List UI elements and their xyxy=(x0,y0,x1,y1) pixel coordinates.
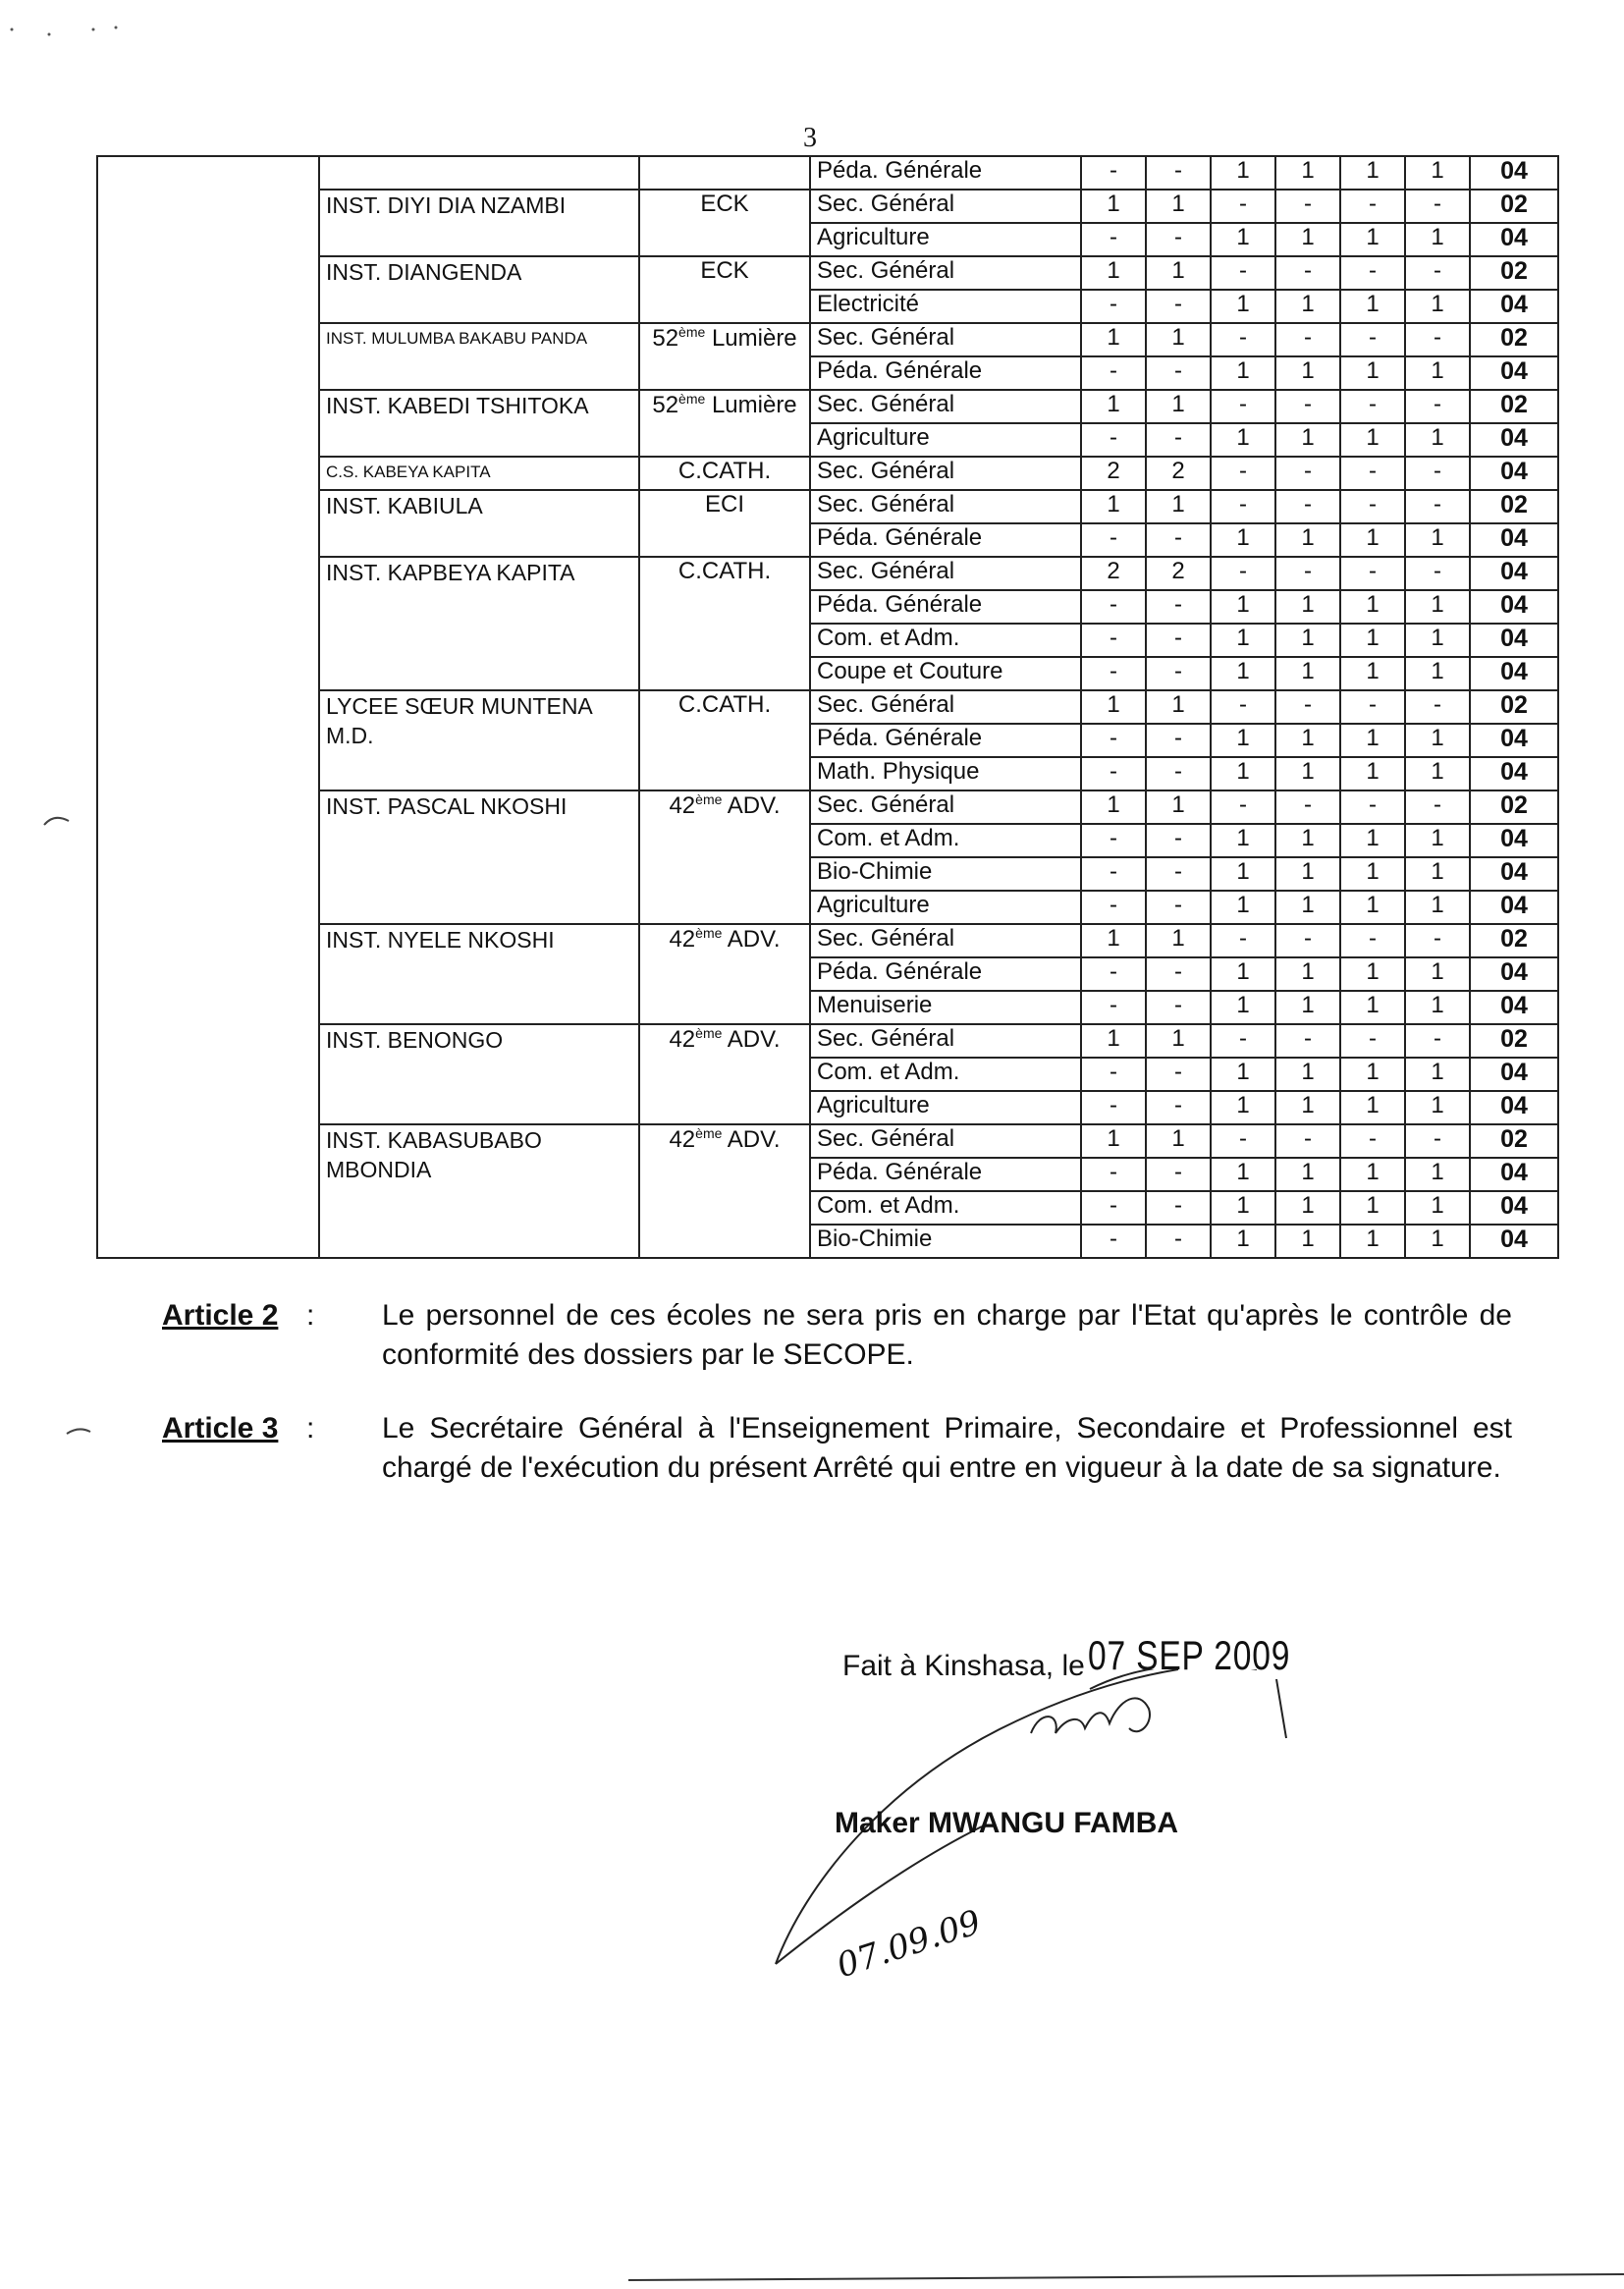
class-count-cell: 1 xyxy=(1211,757,1275,790)
class-count-cell: 1 xyxy=(1146,1124,1211,1158)
class-count-cell: - xyxy=(1405,924,1470,957)
signatory-name: Maker MWANGU FAMBA xyxy=(835,1807,1179,1839)
class-count-cell: - xyxy=(1146,356,1211,390)
section-name: Sec. Général xyxy=(810,390,1081,423)
class-count-cell: 1 xyxy=(1211,1058,1275,1091)
total-cell: 02 xyxy=(1470,256,1558,290)
class-count-cell: - xyxy=(1275,1024,1340,1058)
class-count-cell: - xyxy=(1146,657,1211,690)
class-count-cell: - xyxy=(1146,590,1211,624)
class-count-cell: - xyxy=(1211,557,1275,590)
class-count-cell: - xyxy=(1211,790,1275,824)
class-count-cell: 1 xyxy=(1405,657,1470,690)
class-count-cell: - xyxy=(1081,891,1146,924)
class-count-cell: 1 xyxy=(1405,1225,1470,1258)
total-cell: 02 xyxy=(1470,924,1558,957)
class-count-cell: 1 xyxy=(1340,356,1405,390)
class-count-cell: 1 xyxy=(1275,1158,1340,1191)
class-count-cell: - xyxy=(1405,790,1470,824)
class-count-cell: 1 xyxy=(1405,824,1470,857)
class-count-cell: - xyxy=(1146,991,1211,1024)
class-count-cell: - xyxy=(1081,991,1146,1024)
school-name: INST. KAPBEYA KAPITA xyxy=(319,557,639,690)
class-count-cell: 1 xyxy=(1275,156,1340,190)
class-count-cell: 1 xyxy=(1081,323,1146,356)
class-count-cell: 1 xyxy=(1405,891,1470,924)
class-count-cell: - xyxy=(1081,290,1146,323)
article-3-label: Article 3 xyxy=(162,1412,279,1444)
class-count-cell: - xyxy=(1340,390,1405,423)
class-count-cell: - xyxy=(1405,457,1470,490)
class-count-cell: 1 xyxy=(1340,824,1405,857)
class-count-cell: 1 xyxy=(1211,156,1275,190)
class-count-cell: 1 xyxy=(1340,1091,1405,1124)
class-count-cell: 1 xyxy=(1340,857,1405,891)
class-count-cell: 1 xyxy=(1211,1191,1275,1225)
class-count-cell: - xyxy=(1081,757,1146,790)
article-3-text: Le Secrétaire Général à l'Enseignement Primaire, Secondaire et Professionnel est chargé de l'exécution du présent Arrêté qui entre en vigueur à la date de sa signature. xyxy=(382,1412,1512,1484)
section-name: Péda. Générale xyxy=(810,590,1081,624)
total-cell: 02 xyxy=(1470,390,1558,423)
section-name: Math. Physique xyxy=(810,757,1081,790)
section-name: Sec. Général xyxy=(810,256,1081,290)
class-count-cell: - xyxy=(1211,924,1275,957)
class-count-cell: - xyxy=(1081,590,1146,624)
class-count-cell: - xyxy=(1146,891,1211,924)
class-count-cell: 1 xyxy=(1211,1091,1275,1124)
class-count-cell: - xyxy=(1081,957,1146,991)
section-name: Com. et Adm. xyxy=(810,824,1081,857)
class-count-cell: 1 xyxy=(1081,1124,1146,1158)
class-count-cell: - xyxy=(1081,724,1146,757)
total-cell: 04 xyxy=(1470,757,1558,790)
class-count-cell: 1 xyxy=(1405,356,1470,390)
school-network: 42ème ADV. xyxy=(639,790,810,924)
section-name: Sec. Général xyxy=(810,790,1081,824)
class-count-cell: 1 xyxy=(1340,657,1405,690)
school-name: LYCEE SŒUR MUNTENA M.D. xyxy=(319,690,639,790)
class-count-cell: - xyxy=(1340,1124,1405,1158)
class-count-cell: 1 xyxy=(1405,523,1470,557)
class-count-cell: 1 xyxy=(1405,1058,1470,1091)
total-cell: 02 xyxy=(1470,1024,1558,1058)
class-count-cell: - xyxy=(1340,190,1405,223)
class-count-cell: - xyxy=(1081,523,1146,557)
school-network: C.CATH. xyxy=(639,690,810,790)
class-count-cell: 1 xyxy=(1275,991,1340,1024)
class-count-cell: - xyxy=(1275,690,1340,724)
class-count-cell: 1 xyxy=(1405,156,1470,190)
class-count-cell: - xyxy=(1275,190,1340,223)
article-2-label: Article 2 xyxy=(162,1299,279,1332)
class-count-cell: 1 xyxy=(1340,991,1405,1024)
class-count-cell: - xyxy=(1081,1058,1146,1091)
total-cell: 04 xyxy=(1470,1158,1558,1191)
class-count-cell: - xyxy=(1146,724,1211,757)
school-name: INST. NYELE NKOSHI xyxy=(319,924,639,1024)
total-cell: 04 xyxy=(1470,624,1558,657)
class-count-cell: 1 xyxy=(1146,924,1211,957)
class-count-cell: 1 xyxy=(1211,857,1275,891)
class-count-cell: 1 xyxy=(1405,957,1470,991)
class-count-cell: 1 xyxy=(1405,624,1470,657)
section-name: Péda. Générale xyxy=(810,957,1081,991)
class-count-cell: 1 xyxy=(1405,857,1470,891)
total-cell: 02 xyxy=(1470,490,1558,523)
class-count-cell: - xyxy=(1211,190,1275,223)
school-name: C.S. KABEYA KAPITA xyxy=(319,457,639,490)
class-count-cell: - xyxy=(1146,223,1211,256)
class-count-cell: 1 xyxy=(1146,390,1211,423)
section-name: Com. et Adm. xyxy=(810,1058,1081,1091)
class-count-cell: - xyxy=(1146,1191,1211,1225)
class-count-cell: 1 xyxy=(1405,223,1470,256)
total-cell: 04 xyxy=(1470,356,1558,390)
total-cell: 04 xyxy=(1470,857,1558,891)
section-name: Sec. Général xyxy=(810,457,1081,490)
section-name: Sec. Général xyxy=(810,1024,1081,1058)
class-count-cell: - xyxy=(1146,1058,1211,1091)
class-count-cell: - xyxy=(1146,423,1211,457)
class-count-cell: 1 xyxy=(1081,790,1146,824)
total-cell: 02 xyxy=(1470,323,1558,356)
class-count-cell: - xyxy=(1405,390,1470,423)
class-count-cell: - xyxy=(1405,1124,1470,1158)
class-count-cell: 1 xyxy=(1146,690,1211,724)
class-count-cell: - xyxy=(1081,423,1146,457)
class-count-cell: 1 xyxy=(1081,690,1146,724)
class-count-cell: 1 xyxy=(1405,991,1470,1024)
school-network: C.CATH. xyxy=(639,457,810,490)
school-network: 52ème Lumière xyxy=(639,390,810,457)
section-name: Sec. Général xyxy=(810,490,1081,523)
section-name: Sec. Général xyxy=(810,190,1081,223)
class-count-cell: - xyxy=(1211,1024,1275,1058)
school-name: INST. PASCAL NKOSHI xyxy=(319,790,639,924)
class-count-cell: - xyxy=(1081,1158,1146,1191)
class-count-cell: 1 xyxy=(1146,256,1211,290)
class-count-cell: 1 xyxy=(1211,891,1275,924)
class-count-cell: - xyxy=(1146,1091,1211,1124)
class-count-cell: - xyxy=(1146,1158,1211,1191)
class-count-cell: 1 xyxy=(1405,423,1470,457)
class-count-cell: 1 xyxy=(1211,991,1275,1024)
total-cell: 04 xyxy=(1470,590,1558,624)
school-network: C.CATH. xyxy=(639,557,810,690)
section-name: Péda. Générale xyxy=(810,356,1081,390)
class-count-cell: 1 xyxy=(1146,323,1211,356)
section-name: Bio-Chimie xyxy=(810,857,1081,891)
total-cell: 02 xyxy=(1470,190,1558,223)
class-count-cell: - xyxy=(1211,256,1275,290)
class-count-cell: 1 xyxy=(1275,290,1340,323)
class-count-cell: 2 xyxy=(1146,457,1211,490)
class-count-cell: 1 xyxy=(1340,1158,1405,1191)
class-count-cell: - xyxy=(1146,957,1211,991)
class-count-cell: - xyxy=(1081,1191,1146,1225)
class-count-cell: 1 xyxy=(1275,1225,1340,1258)
class-count-cell: 1 xyxy=(1405,1091,1470,1124)
school-network: 52ème Lumière xyxy=(639,323,810,390)
class-count-cell: - xyxy=(1340,490,1405,523)
class-count-cell: 1 xyxy=(1211,1225,1275,1258)
class-count-cell: 1 xyxy=(1211,1158,1275,1191)
date-stamp: 07 SEP 2009 xyxy=(1088,1632,1291,1678)
class-count-cell: 1 xyxy=(1340,891,1405,924)
school-name: INST. KABIULA xyxy=(319,490,639,557)
total-cell: 04 xyxy=(1470,957,1558,991)
class-count-cell: 1 xyxy=(1275,857,1340,891)
total-cell: 04 xyxy=(1470,423,1558,457)
handwritten-date: 07.09.09 xyxy=(832,1902,986,1987)
section-name: Péda. Générale xyxy=(810,523,1081,557)
class-count-cell: 1 xyxy=(1405,724,1470,757)
class-count-cell: - xyxy=(1405,323,1470,356)
section-name: Coupe et Couture xyxy=(810,657,1081,690)
class-count-cell: 1 xyxy=(1405,1158,1470,1191)
total-cell: 04 xyxy=(1470,891,1558,924)
class-count-cell: 1 xyxy=(1405,590,1470,624)
section-name: Sec. Général xyxy=(810,924,1081,957)
class-count-cell: 1 xyxy=(1211,624,1275,657)
class-count-cell: - xyxy=(1211,1124,1275,1158)
class-count-cell: 1 xyxy=(1211,223,1275,256)
class-count-cell: 1 xyxy=(1275,356,1340,390)
class-count-cell: 1 xyxy=(1275,1191,1340,1225)
section-name: Sec. Général xyxy=(810,690,1081,724)
class-count-cell: 1 xyxy=(1275,223,1340,256)
class-count-cell: - xyxy=(1405,190,1470,223)
class-count-cell: - xyxy=(1146,857,1211,891)
class-count-cell: - xyxy=(1405,490,1470,523)
class-count-cell: 1 xyxy=(1211,957,1275,991)
class-count-cell: 1 xyxy=(1211,423,1275,457)
total-cell: 02 xyxy=(1470,690,1558,724)
school-network: 42ème ADV. xyxy=(639,924,810,1024)
class-count-cell: 2 xyxy=(1081,557,1146,590)
school-name: INST. KABEDI TSHITOKA xyxy=(319,390,639,457)
section-name: Sec. Général xyxy=(810,557,1081,590)
section-name: Péda. Générale xyxy=(810,724,1081,757)
section-name: Sec. Général xyxy=(810,323,1081,356)
class-count-cell: - xyxy=(1081,223,1146,256)
article-2-colon: : xyxy=(306,1299,315,1332)
class-count-cell: 1 xyxy=(1340,757,1405,790)
class-count-cell: 1 xyxy=(1275,891,1340,924)
class-count-cell: - xyxy=(1405,690,1470,724)
article-2-text: Le personnel de ces écoles ne sera pris en charge par l'Etat qu'après le contrôle de conformité des dossiers par le SECOPE. xyxy=(382,1299,1512,1371)
class-count-cell: - xyxy=(1275,1124,1340,1158)
class-count-cell: 1 xyxy=(1211,824,1275,857)
class-count-cell: - xyxy=(1275,490,1340,523)
total-cell: 04 xyxy=(1470,557,1558,590)
class-count-cell: 1 xyxy=(1211,724,1275,757)
class-count-cell: 1 xyxy=(1340,156,1405,190)
page-number: 3 xyxy=(803,123,817,153)
class-count-cell: - xyxy=(1405,256,1470,290)
class-count-cell: - xyxy=(1081,857,1146,891)
total-cell: 04 xyxy=(1470,223,1558,256)
total-cell: 04 xyxy=(1470,824,1558,857)
class-count-cell: 1 xyxy=(1275,624,1340,657)
class-count-cell: 1 xyxy=(1146,1024,1211,1058)
section-name: Péda. Générale xyxy=(810,156,1081,190)
class-count-cell: 1 xyxy=(1405,290,1470,323)
school-name: INST. BENONGO xyxy=(319,1024,639,1124)
class-count-cell: - xyxy=(1081,657,1146,690)
class-count-cell: - xyxy=(1081,624,1146,657)
total-cell: 04 xyxy=(1470,657,1558,690)
total-cell: 02 xyxy=(1470,790,1558,824)
class-count-cell: - xyxy=(1340,557,1405,590)
section-name: Agriculture xyxy=(810,423,1081,457)
class-count-cell: - xyxy=(1146,290,1211,323)
class-count-cell: - xyxy=(1340,457,1405,490)
school-name: INST. DIYI DIA NZAMBI xyxy=(319,190,639,256)
class-count-cell: 1 xyxy=(1275,1091,1340,1124)
class-count-cell: - xyxy=(1340,690,1405,724)
class-count-cell: - xyxy=(1405,1024,1470,1058)
class-count-cell: 1 xyxy=(1146,190,1211,223)
article-3-colon: : xyxy=(306,1412,315,1444)
class-count-cell: 1 xyxy=(1211,657,1275,690)
class-count-cell: 1 xyxy=(1340,624,1405,657)
total-cell: 04 xyxy=(1470,1191,1558,1225)
class-count-cell: - xyxy=(1211,457,1275,490)
class-count-cell: 1 xyxy=(1340,590,1405,624)
class-count-cell: 1 xyxy=(1081,490,1146,523)
section-name: Bio-Chimie xyxy=(810,1225,1081,1258)
class-count-cell: 1 xyxy=(1340,523,1405,557)
class-count-cell: - xyxy=(1340,256,1405,290)
class-count-cell: 1 xyxy=(1081,390,1146,423)
class-count-cell: 1 xyxy=(1211,590,1275,624)
class-count-cell: - xyxy=(1081,1225,1146,1258)
class-count-cell: - xyxy=(1081,824,1146,857)
section-name: Agriculture xyxy=(810,223,1081,256)
class-count-cell: 1 xyxy=(1340,957,1405,991)
class-count-cell: 1 xyxy=(1146,490,1211,523)
class-count-cell: 1 xyxy=(1340,1058,1405,1091)
section-name: Agriculture xyxy=(810,891,1081,924)
school-network: ECK xyxy=(639,256,810,323)
class-count-cell: - xyxy=(1081,1091,1146,1124)
class-count-cell: 1 xyxy=(1275,1058,1340,1091)
class-count-cell: 1 xyxy=(1081,1024,1146,1058)
class-count-cell: - xyxy=(1275,557,1340,590)
class-count-cell: 1 xyxy=(1146,790,1211,824)
class-count-cell: - xyxy=(1275,790,1340,824)
class-count-cell: 1 xyxy=(1340,290,1405,323)
class-count-cell: - xyxy=(1275,924,1340,957)
class-count-cell: - xyxy=(1211,323,1275,356)
school-network: ECK xyxy=(639,190,810,256)
total-cell: 04 xyxy=(1470,523,1558,557)
total-cell: 04 xyxy=(1470,991,1558,1024)
class-count-cell: - xyxy=(1211,490,1275,523)
class-count-cell: - xyxy=(1340,323,1405,356)
total-cell: 02 xyxy=(1470,1124,1558,1158)
class-count-cell: - xyxy=(1211,690,1275,724)
total-cell: 04 xyxy=(1470,1225,1558,1258)
class-count-cell: 1 xyxy=(1211,356,1275,390)
section-name: Electricité xyxy=(810,290,1081,323)
school-name: INST. DIANGENDA xyxy=(319,256,639,323)
class-count-cell: - xyxy=(1081,356,1146,390)
section-name: Menuiserie xyxy=(810,991,1081,1024)
class-count-cell: - xyxy=(1340,790,1405,824)
class-count-cell: 2 xyxy=(1081,457,1146,490)
total-cell: 04 xyxy=(1470,290,1558,323)
class-count-cell: 1 xyxy=(1275,423,1340,457)
total-cell: 04 xyxy=(1470,1091,1558,1124)
class-count-cell: - xyxy=(1211,390,1275,423)
section-name: Péda. Générale xyxy=(810,1158,1081,1191)
class-count-cell: 1 xyxy=(1275,824,1340,857)
class-count-cell: 1 xyxy=(1081,924,1146,957)
class-count-cell: 1 xyxy=(1275,724,1340,757)
class-count-cell: - xyxy=(1081,156,1146,190)
class-count-cell: - xyxy=(1146,757,1211,790)
class-count-cell: 1 xyxy=(1340,1191,1405,1225)
school-network: 42ème ADV. xyxy=(639,1024,810,1124)
class-count-cell: - xyxy=(1146,156,1211,190)
class-count-cell: 1 xyxy=(1081,256,1146,290)
class-count-cell: - xyxy=(1275,457,1340,490)
class-count-cell: - xyxy=(1405,557,1470,590)
place-date-line: Fait à Kinshasa, le xyxy=(842,1650,1085,1682)
total-cell: 04 xyxy=(1470,1058,1558,1091)
section-name: Sec. Général xyxy=(810,1124,1081,1158)
class-count-cell: - xyxy=(1340,1024,1405,1058)
class-count-cell: - xyxy=(1275,323,1340,356)
class-count-cell: 1 xyxy=(1211,523,1275,557)
class-count-cell: 1 xyxy=(1340,423,1405,457)
class-count-cell: 1 xyxy=(1275,523,1340,557)
class-count-cell: 1 xyxy=(1340,223,1405,256)
class-count-cell: 1 xyxy=(1211,290,1275,323)
class-count-cell: 1 xyxy=(1275,590,1340,624)
total-cell: 04 xyxy=(1470,457,1558,490)
school-name: INST. KABASUBABO MBONDIA xyxy=(319,1124,639,1258)
class-count-cell: - xyxy=(1275,256,1340,290)
class-count-cell: - xyxy=(1146,624,1211,657)
school-name: INST. MULUMBA BAKABU PANDA xyxy=(319,323,639,390)
class-count-cell: 1 xyxy=(1275,757,1340,790)
section-name: Com. et Adm. xyxy=(810,624,1081,657)
class-count-cell: 1 xyxy=(1340,1225,1405,1258)
section-name: Com. et Adm. xyxy=(810,1191,1081,1225)
class-count-cell: 1 xyxy=(1340,724,1405,757)
school-network: ECI xyxy=(639,490,810,557)
school-network: 42ème ADV. xyxy=(639,1124,810,1258)
class-count-cell: 1 xyxy=(1405,1191,1470,1225)
class-count-cell: - xyxy=(1146,523,1211,557)
class-count-cell: 1 xyxy=(1405,757,1470,790)
class-count-cell: 1 xyxy=(1081,190,1146,223)
class-count-cell: - xyxy=(1146,824,1211,857)
class-count-cell: 1 xyxy=(1275,957,1340,991)
class-count-cell: 1 xyxy=(1275,657,1340,690)
total-cell: 04 xyxy=(1470,724,1558,757)
class-count-cell: - xyxy=(1146,1225,1211,1258)
total-cell: 04 xyxy=(1470,156,1558,190)
class-count-cell: - xyxy=(1340,924,1405,957)
section-name: Agriculture xyxy=(810,1091,1081,1124)
class-count-cell: - xyxy=(1275,390,1340,423)
class-count-cell: 2 xyxy=(1146,557,1211,590)
